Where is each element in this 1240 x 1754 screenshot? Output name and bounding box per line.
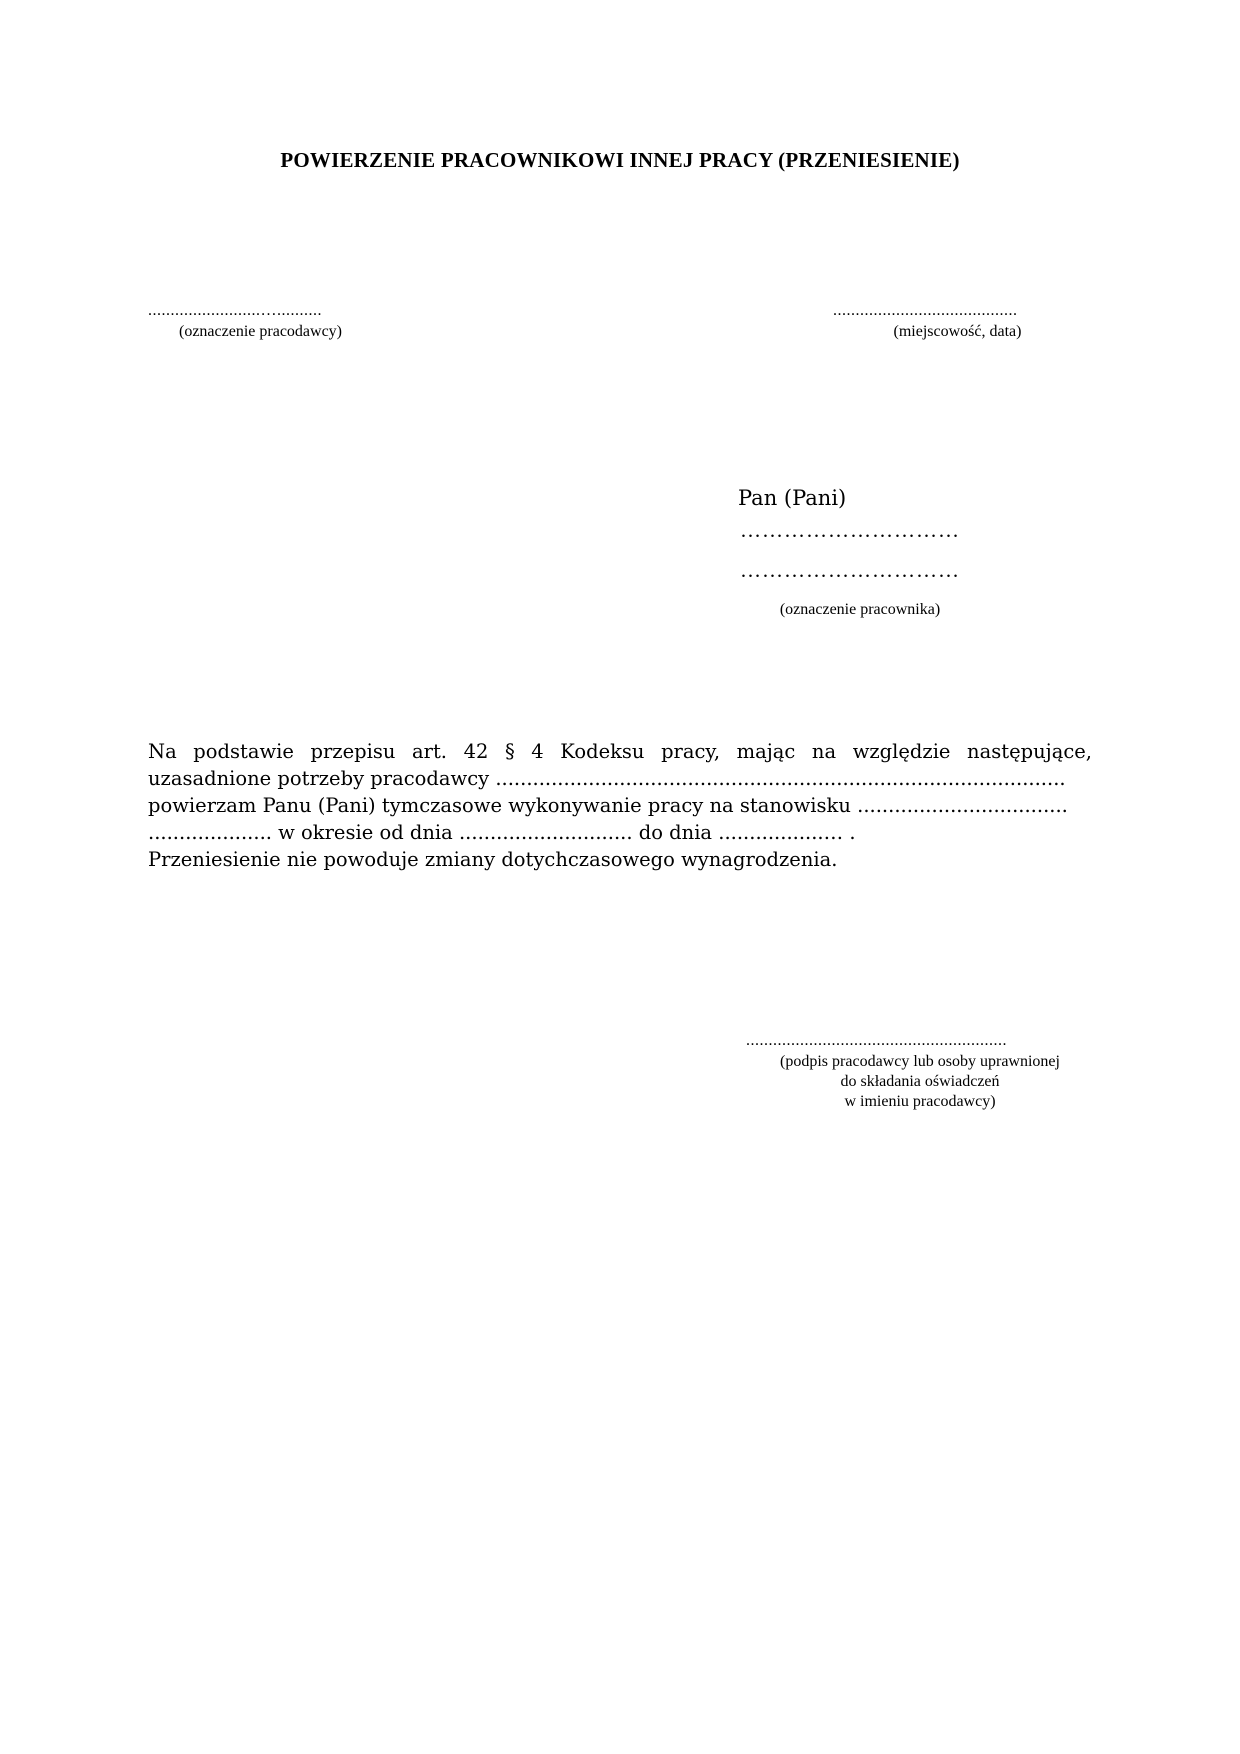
- addressee-fill-line-1: …………………………: [740, 518, 960, 542]
- addressee-salutation: Pan (Pani): [738, 486, 847, 510]
- place-date-fill-line: .........................................: [833, 302, 1018, 319]
- place-date-caption: (miejscowość, data): [893, 323, 1022, 340]
- body-line-1: Na podstawie przepisu art. 42 § 4 Kodeksu pracy, mając na względzie następujące,: [148, 740, 1092, 763]
- signature-caption-line-1: (podpis pracodawcy lub osoby uprawnionej: [780, 1053, 1060, 1070]
- body-line-5: Przeniesienie nie powoduje zmiany dotychczasowego wynagrodzenia.: [148, 848, 838, 871]
- signature-caption-line-2: do składania oświadczeń: [840, 1073, 1000, 1090]
- document-title: POWIERZENIE PRACOWNIKOWI INNEJ PRACY (PRZENIESIENIE): [280, 148, 960, 172]
- signature-caption-line-3: w imieniu pracodawcy): [844, 1093, 996, 1110]
- body-line-4: .................... w okresie od dnia ............................ do dnia .................… .: [148, 821, 856, 844]
- body-paragraph: [148, 738, 1092, 873]
- body-line-3: powierzam Panu (Pani) tymczasowe wykonywanie pracy na stanowisku ..................................: [148, 794, 1068, 817]
- employer-caption: (oznaczenie pracodawcy): [179, 323, 342, 340]
- addressee-caption: (oznaczenie pracownika): [779, 601, 941, 618]
- signature-caption: [740, 1052, 1100, 1112]
- employer-fill-line: .........................…..........: [148, 302, 322, 319]
- addressee-fill-line-2: …………………………: [740, 558, 960, 582]
- signature-fill-line: ..........................................................: [746, 1032, 1007, 1049]
- body-line-2: uzasadnione potrzeby pracodawcy ............................................................................................: [148, 767, 1066, 790]
